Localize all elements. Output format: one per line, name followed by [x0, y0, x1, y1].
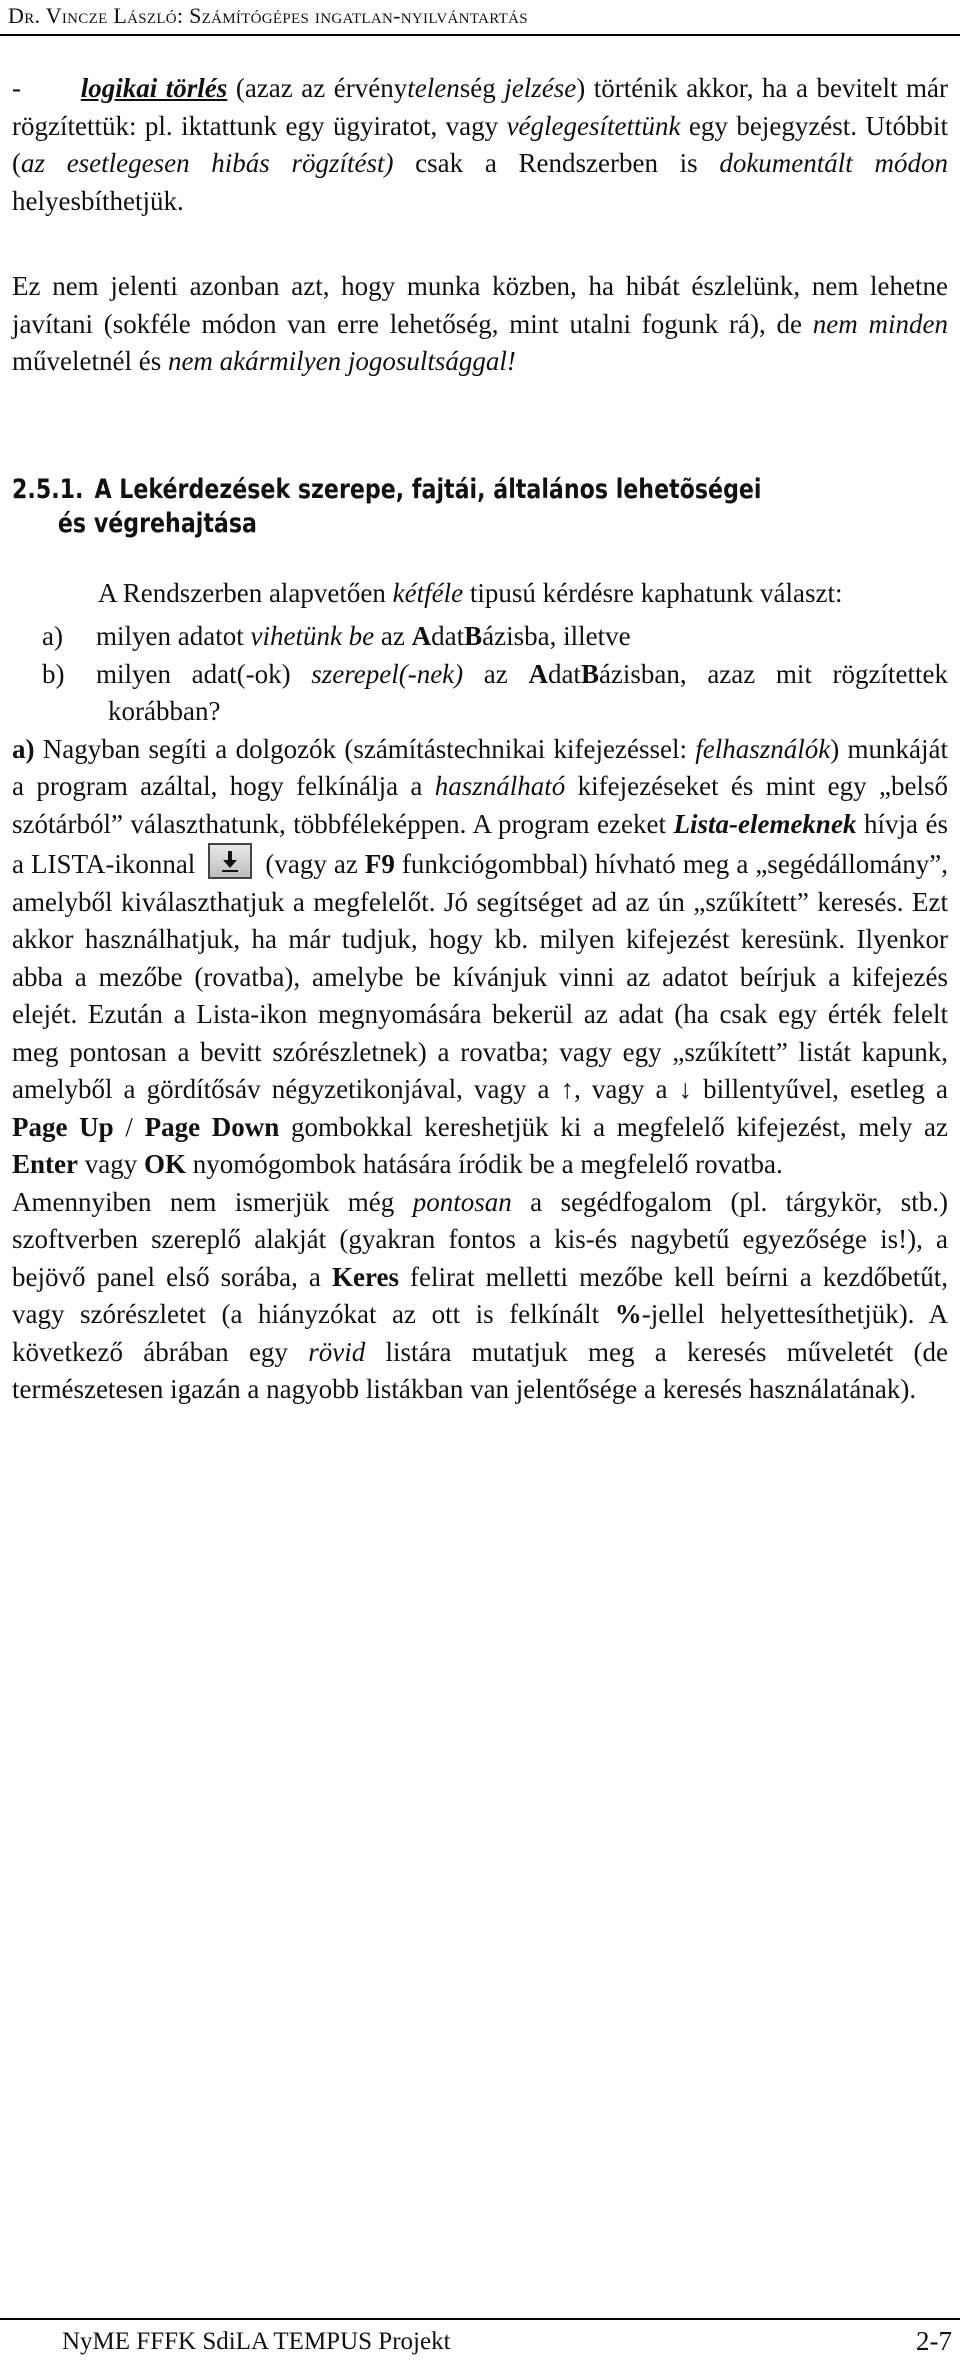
text: A Rendszerben alapvetően: [98, 577, 393, 608]
down-arrow-icon: ↓: [678, 1074, 693, 1104]
text: felhasználók: [695, 733, 831, 764]
bullet-dash: -: [12, 73, 21, 103]
text: milyen adat(-ok): [96, 658, 312, 689]
text: az: [463, 658, 529, 689]
text: használható: [434, 771, 566, 801]
paragraph-lists: [12, 731, 948, 1184]
page-footer: [0, 2318, 960, 2360]
text: nyomógombok hatására íródik be a megfelelő rovatba.: [185, 1149, 783, 1179]
text: pontosan: [412, 1186, 512, 1217]
text: Enter: [12, 1149, 78, 1179]
text: kétféle: [392, 577, 464, 608]
section-title-line2: és végrehajtása: [57, 507, 257, 539]
text: vagy: [77, 1149, 144, 1179]
text: F9: [364, 849, 395, 879]
text: telen: [407, 73, 460, 103]
text: jelzése: [504, 73, 577, 103]
term-logical-delete: logikai törlés: [80, 73, 228, 103]
intro-paragraph: [12, 575, 948, 613]
text: ) történik akkor, ha a bevitelt már rögzítettük: pl. iktattunk egy ügyiratot, vagy: [12, 73, 949, 141]
text: gombokkal kereshetjük ki a megfelelő kifejezést, mely az: [279, 1111, 948, 1142]
text: ázisban, azaz mit rögzítettek korábban?: [108, 658, 949, 726]
list-label: a): [42, 621, 63, 651]
query-type-list: [12, 618, 948, 731]
text: műveletnél és: [12, 346, 168, 376]
text: billentyűvel, esetleg a: [692, 1074, 949, 1104]
page-header: [0, 4, 960, 36]
header-title: Dr. Vincze László: Számítógépes ingatlan-nyilvántartás: [8, 3, 528, 28]
text: ség: [459, 73, 505, 103]
text: /: [113, 1111, 145, 1142]
text: B: [580, 658, 599, 689]
text: vihetünk be: [250, 621, 375, 651]
text: kifejezéseket és mint egy „belső szótárból” választhatunk, többféleképpen. A program ezeket: [12, 771, 948, 839]
list-item: [12, 618, 948, 656]
text: Page Down: [144, 1111, 280, 1142]
text: dat: [431, 621, 465, 651]
text: , vagy a: [574, 1074, 679, 1104]
text: Lista-elemeknek: [673, 808, 857, 839]
text: Keres: [332, 1261, 399, 1292]
text: listára mutatjuk meg a keresés műveletét (de természetesen igazán a nagyobb listákban van jelentősége a keresés használatának).: [12, 1336, 948, 1404]
footer-project: NyME FFFK SdiLA TEMPUS Projekt: [62, 2328, 451, 2355]
text: helyesbíthetjük.: [12, 185, 184, 216]
text: Page Up: [12, 1111, 114, 1142]
text: csak a Rendszerben is: [393, 148, 720, 178]
text: %: [614, 1299, 642, 1329]
text: az: [374, 621, 412, 651]
paragraph-correction: [12, 268, 948, 381]
text: Ez nem jelenti azonban azt, hogy munka közben, ha hibát észlelünk, nem lehetne javítani (sokféle módon van erre lehetőség, mint utalni fogunk rá), de: [12, 271, 948, 339]
text: B: [464, 621, 483, 651]
text: -jellel helyettesíthetjük). A következő ábrában egy: [12, 1299, 948, 1367]
lista-download-icon: [208, 843, 252, 879]
text: A: [528, 658, 548, 689]
text: az esetlegesen hibás rögzítést): [21, 148, 394, 178]
text: a segédfogalom (pl. tárgykör, stb.) szoftverben szereplő alakját (gyakran fontos a kis-és nagybetű egyezősége is!), a bejövő panel első sorába, a: [12, 1186, 948, 1292]
text: dokumentált módon: [719, 148, 948, 178]
text: tipusú kérdésre kaphatunk választ:: [463, 577, 843, 608]
text: ) munkáját a program azáltal, hogy felkínálja a: [12, 733, 948, 801]
up-arrow-icon: ↑: [560, 1074, 575, 1104]
text: szerepel(-nek): [311, 658, 464, 689]
text: (azaz az érvény: [227, 73, 408, 103]
page-content: [12, 70, 948, 1409]
text: funkciógombbal) hívható meg a „segédállomány”, amelyből kiválaszthatjuk a megfelelőt. Jó segítséget ad az ún „szűkített” keresés. Ezt akkor használhatjuk, ha már tudjuk, hogy kb. milyen kifejezést keresünk. Ilyenkor abba a mezőbe (rovatba), amelybe be kívánjuk vinni az adatot beírjuk a kifejezés elejét. Ezután a Lista-ikon megnyomására bekerül az adat (ha csak egy érték felelt meg pontosan a bevitt szórészletnek) a rovatba; vagy egy „szűkített” listát kapunk, amelyből a gördítősáv négyzetikonjával, vagy a: [12, 849, 948, 1104]
section-heading: [12, 473, 873, 541]
list-item: [12, 656, 948, 731]
text: rövid: [308, 1336, 366, 1367]
page-number: 2-7: [916, 2326, 952, 2356]
text: A: [411, 621, 432, 651]
text: véglegesítettünk: [506, 110, 681, 141]
text: Amennyiben nem ismerjük még: [12, 1186, 413, 1217]
text: nem minden: [812, 308, 949, 339]
text: hívja és a LISTA-ikonnal: [12, 808, 948, 879]
text: milyen adatot: [96, 621, 251, 651]
text: (vagy az: [258, 849, 365, 879]
bullet-paragraph: [12, 70, 948, 220]
text: a): [12, 733, 35, 764]
section-title-line1: A Lekérdezések szerepe, fajtái, általános lehetõségei: [94, 473, 762, 505]
text: Nagyban segíti a dolgozók (számítástechnikai kifejezéssel:: [34, 733, 696, 764]
list-label: b): [42, 658, 65, 689]
text: ázisba, illetve: [482, 621, 631, 651]
text: egy bejegyzést. Utóbbit (: [12, 110, 948, 178]
paragraph-search: [12, 1184, 948, 1409]
text: felirat melletti mezőbe kell beírni a kezdőbetűt, vagy szórészletet (a hiányzókat az ott is felkínált: [12, 1261, 948, 1329]
text: OK: [143, 1149, 186, 1179]
text: nem akármilyen jogosultsággal!: [167, 346, 516, 376]
text: dat: [547, 658, 581, 689]
section-number: 2.5.1.: [12, 473, 84, 505]
